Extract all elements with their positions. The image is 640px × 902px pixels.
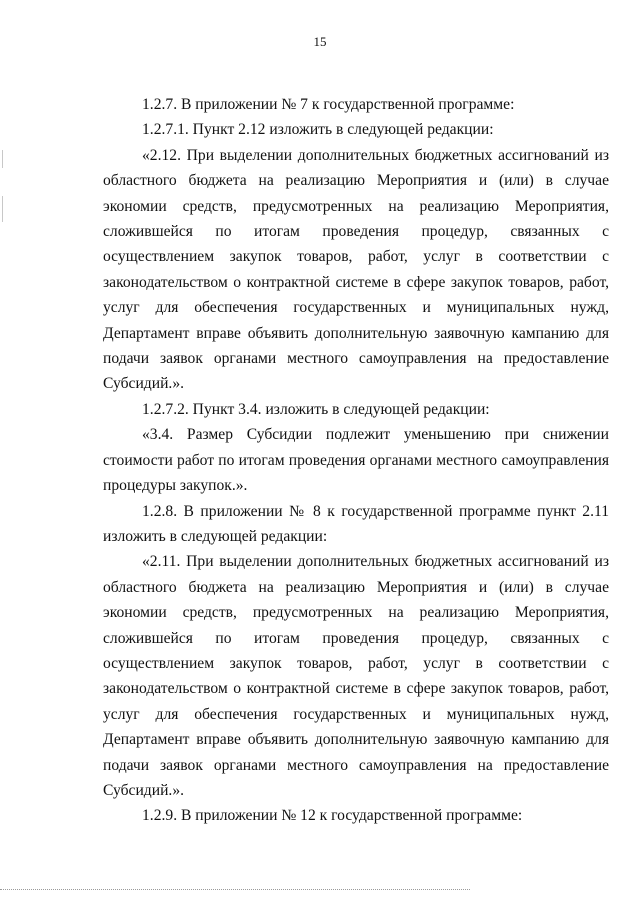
paragraph-2-11-text: «2.11. При выделении дополнительных бюджетных ассигнований из областного бюджета на реализацию Мероприятия и (или) в случае экономии средств, предусмотренных на реализацию Мероприятия, сложившейся по итогам проведения процедур, связанных с осуществлением закупок товаров, работ, услуг в соответствии с законодательством о контрактной системе в сфере закупок товаров, работ, услуг для обеспечения государственных и муниципальных нужд, Департамент вправе объявить дополнительную заявочную кампанию для подачи заявок органами местного самоуправления на предоставление Субсидий.». <box>103 553 609 799</box>
paragraph-2-12-text: «2.12. При выделении дополнительных бюджетных ассигнований из областного бюджета на реализацию Мероприятия и (или) в случае экономии средств, предусмотренных на реализацию Мероприятия, сложившейся по итогам проведения процедур, связанных с осуществлением закупок товаров, работ, услуг в соответствии с законодательством о контрактной системе в сфере закупок товаров, работ, услуг для обеспечения государственных и муниципальных нужд, Департамент вправе объявить дополнительную заявочную кампанию для подачи заявок органами местного самоуправления на предоставление Субсидий.». <box>103 146 609 393</box>
paragraph-3-4-text: «3.4. Размер Субсидии подлежит уменьшению при снижении стоимости работ по итогам проведения органами местного самоуправления процедуры закупок.». <box>103 426 609 495</box>
paragraph-1-2-7-1: 1.2.7.1. Пункт 2.12 изложить в следующей редакции: <box>142 121 494 139</box>
paragraph-1-2-7: 1.2.7. В приложении № 7 к государственной программе: <box>142 96 515 113</box>
scan-margin-mark <box>2 196 3 222</box>
scan-bottom-edge <box>0 889 470 890</box>
scan-margin-mark <box>2 150 3 168</box>
paragraph-1-2-9: 1.2.9. В приложении № 12 к государственной программе: <box>142 807 523 825</box>
document-body <box>103 92 609 829</box>
page-number: 15 <box>313 34 327 49</box>
paragraph-1-2-7-2: 1.2.7.2. Пункт 3.4. изложить в следующей редакции: <box>142 400 490 418</box>
paragraph-1-2-8: 1.2.8. В приложении № 8 к государственной программе пункт 2.11 изложить в следующей редакции: <box>103 502 609 545</box>
